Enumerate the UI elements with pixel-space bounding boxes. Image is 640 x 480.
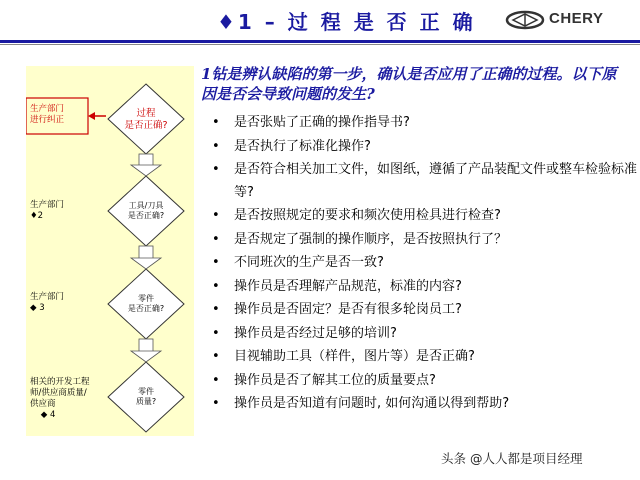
step-2-side-label: 生产部门 ♦2 <box>30 200 65 221</box>
bullet-item: • 操作员是否了解其工位的质量要点? <box>208 369 638 393</box>
step-4-side-label: 相关的开发工程 师/供应商质量/ 供应商 ◆ 4 <box>30 377 90 420</box>
step-3-side-label: 生产部门 ◆ 3 <box>30 292 65 313</box>
step-3-diamond-label: 零件 是否正确? <box>127 294 165 313</box>
bullet-item: • 目视辅助工具（样件，图片等）是否正确? <box>208 345 638 369</box>
flowchart <box>26 66 194 436</box>
header <box>0 0 640 40</box>
header-rule <box>0 40 640 43</box>
bullet-item: • 操作员是否经过足够的培训? <box>208 322 638 346</box>
bullet-item: • 是否张贴了正确的操作指导书? <box>208 111 638 135</box>
bullet-list <box>208 111 638 416</box>
intro-text: 1钻是辨认缺陷的第一步，确认是否应用了正确的过程。以下原因是否会导致问题的发生? <box>201 65 617 103</box>
step-1-arrowhead <box>88 112 95 120</box>
bullet-item: • 是否按照规定的要求和频次使用检具进行检查? <box>208 204 638 228</box>
down-arrow-1 <box>131 154 161 176</box>
step-1-diamond-label: 过程 是否正确? <box>124 108 168 131</box>
bullet-item: • 是否规定了强制的操作顺序，是否按照执行了？ <box>208 228 638 252</box>
watermark: 头条 @人人都是项目经理 <box>441 451 583 466</box>
step-2-diamond-label: 工具/刀具 是否正确? <box>127 201 165 220</box>
bullet-item: • 操作员是否知道有问题时, 如何沟通以得到帮助? <box>208 392 638 416</box>
bullet-item: • 是否执行了标准化操作? <box>208 135 638 159</box>
chery-logo-icon <box>505 10 545 30</box>
down-arrow-2 <box>131 246 161 269</box>
down-arrow-3 <box>131 339 161 362</box>
bullet-item: • 操作员是否理解产品规范，标准的内容? <box>208 275 638 299</box>
step-4-diamond-label: 零件 质量? <box>135 387 157 406</box>
bullet-item: • 不同班次的生产是否一致? <box>208 251 638 275</box>
page-title: ♦1 – 过 程 是 否 正 确 <box>217 10 476 34</box>
step-1-side-label: 生产部门 进行纠正 <box>30 104 65 125</box>
bullet-item: • 是否符合相关加工文件，如图纸，遵循了产品装配文件或整车检验标准等? <box>208 158 638 204</box>
logo-text: CHERY <box>549 10 604 27</box>
bullet-item: • 操作员是否固定？是否有很多轮岗员工? <box>208 298 638 322</box>
chery-logo <box>505 10 635 32</box>
header-rule-thin <box>0 44 640 45</box>
